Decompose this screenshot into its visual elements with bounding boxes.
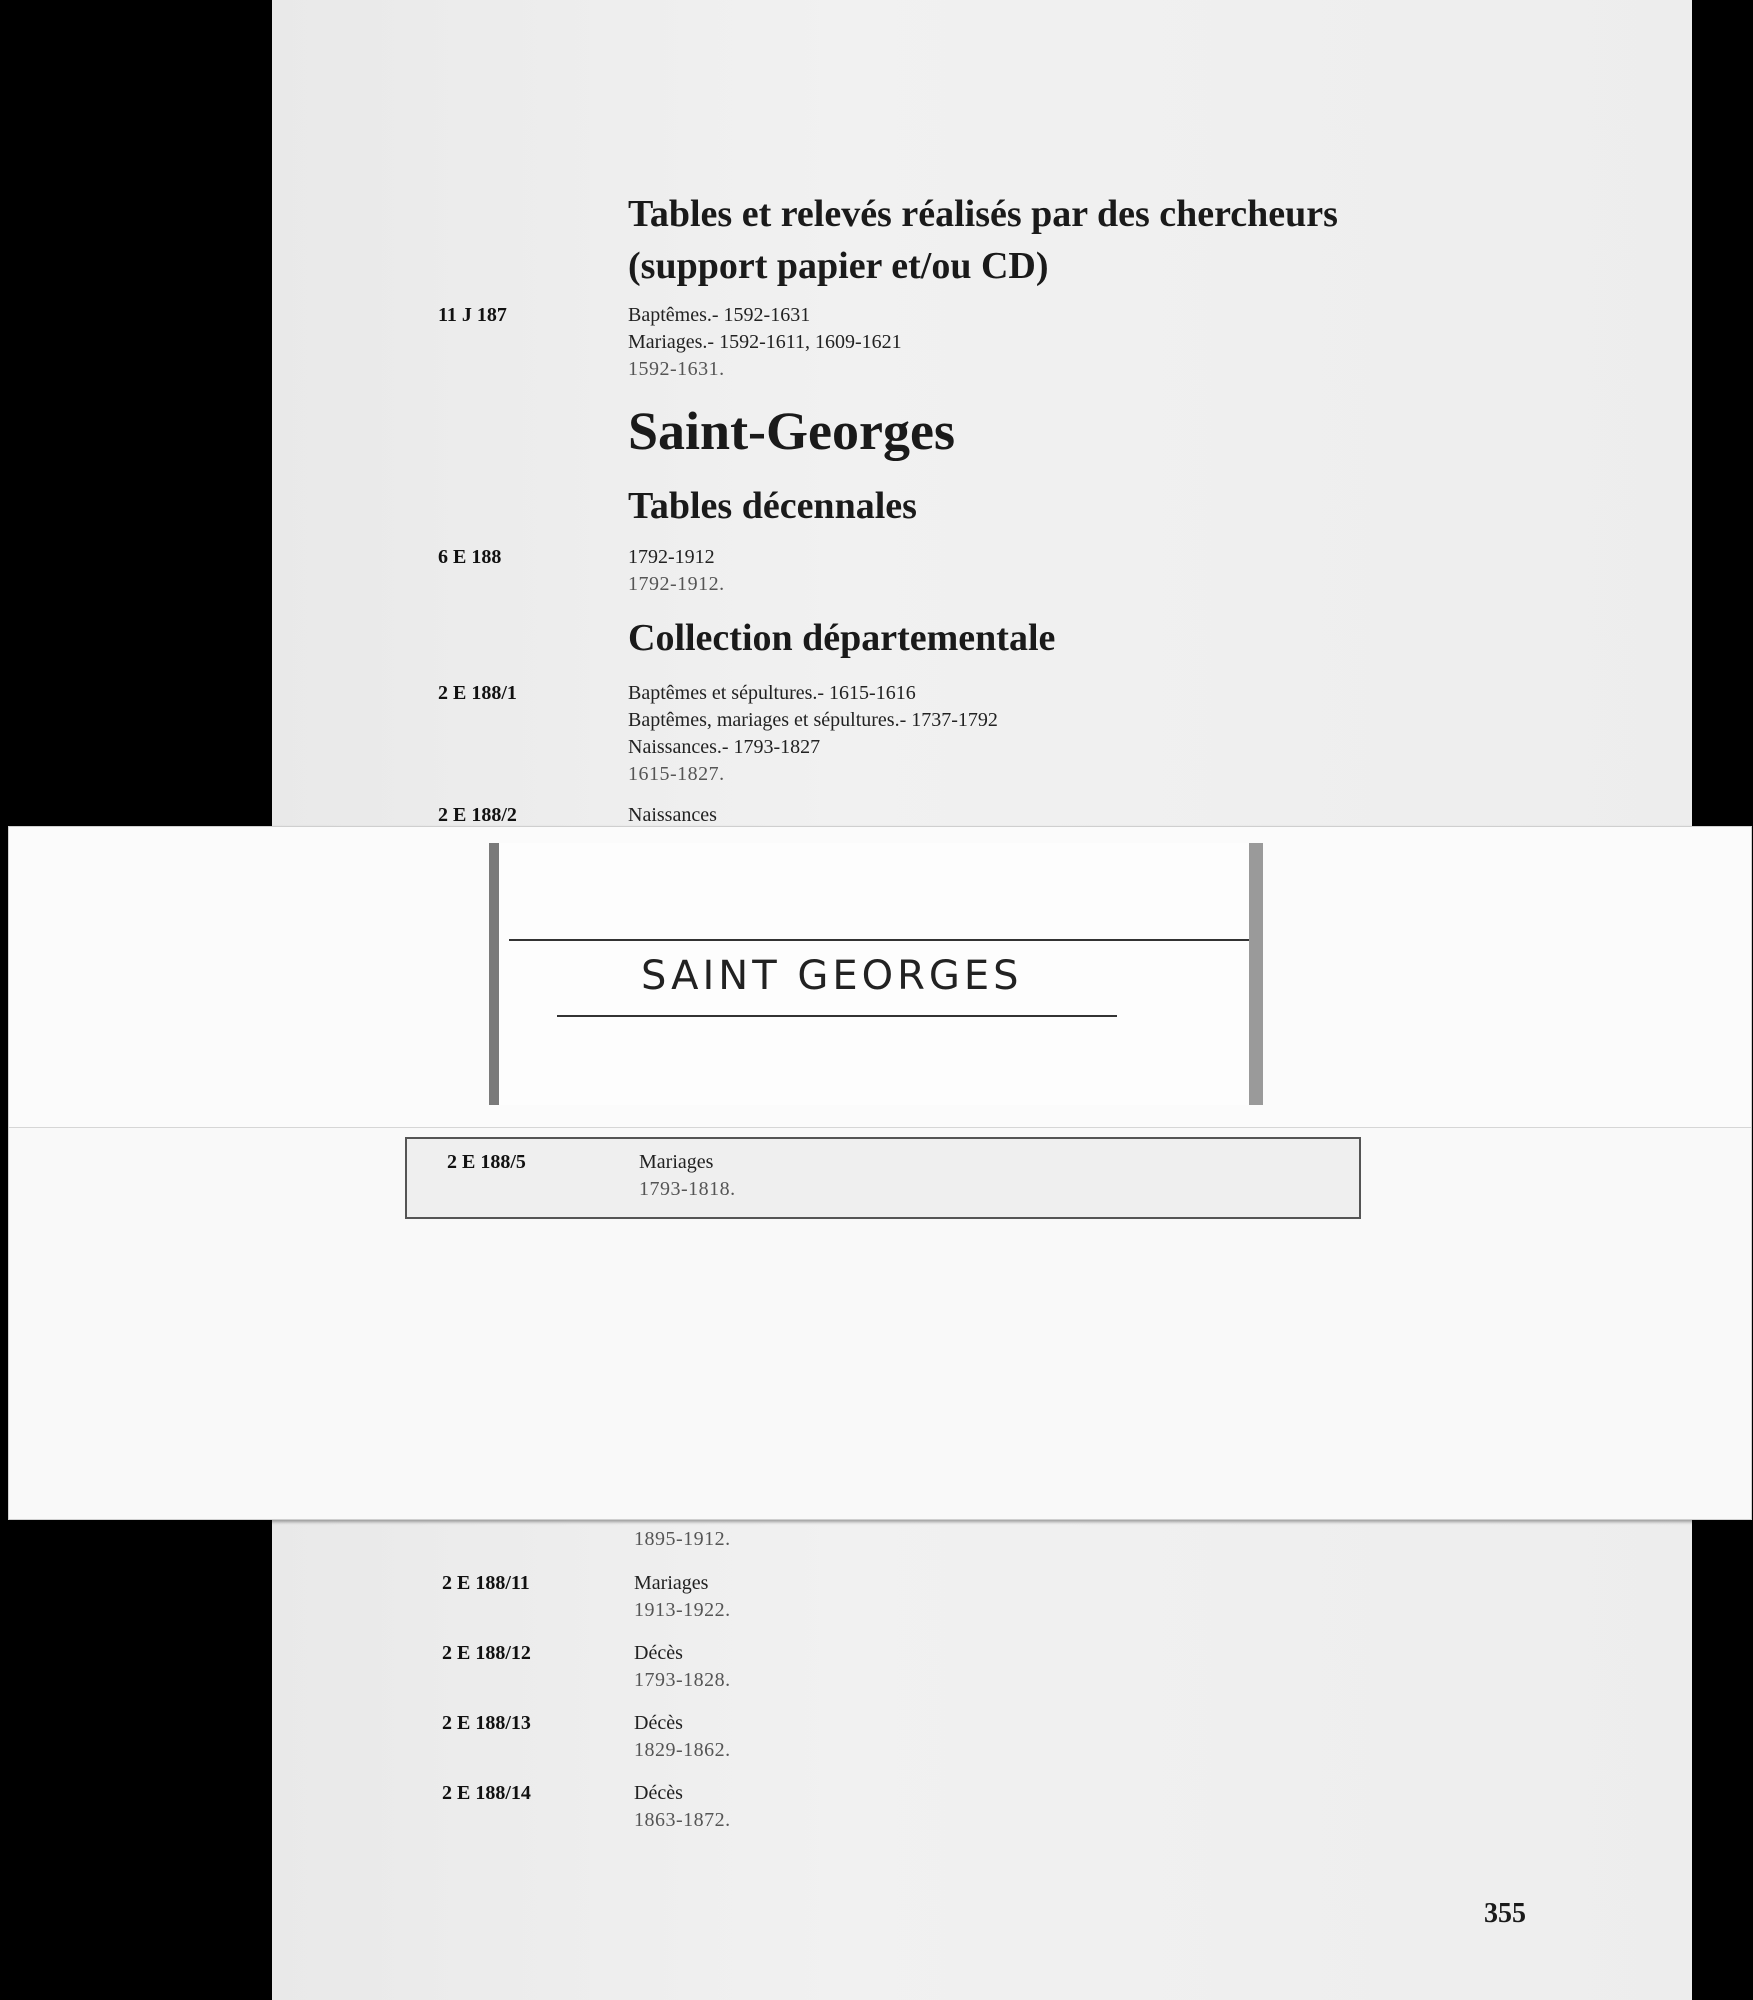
entry-2e188-13: [634, 1710, 731, 1764]
entry-dates: 1615-1827.: [628, 763, 725, 785]
entry-line: Baptêmes.- 1592-1631: [628, 304, 811, 326]
cote-6e188: 6 E 188: [438, 546, 502, 568]
entry-line: Baptêmes et sépultures.- 1615-1616: [628, 682, 916, 704]
entry-line: Mariages: [634, 1572, 709, 1594]
entry-dates: 1793-1828.: [634, 1669, 731, 1691]
entry-partial: [634, 1526, 731, 1553]
entry-2e188-11: [634, 1570, 731, 1624]
entry-dates: 1793-1818.: [639, 1178, 736, 1200]
flap-band: [9, 827, 1751, 1128]
entry-line: Décès: [634, 1642, 683, 1664]
entry-2e188-5: [639, 1149, 736, 1203]
entry-2e188-1: [628, 680, 998, 788]
entry-dates: 1895-1912.: [634, 1528, 731, 1550]
section-heading-tables-decennales: Tables décennales: [628, 485, 917, 527]
cote-2e188-5: 2 E 188/5: [447, 1151, 526, 1173]
entry-line: Baptêmes, mariages et sépultures.- 1737-1792: [628, 709, 998, 731]
entry-dates: 1792-1912.: [628, 573, 725, 595]
entry-11j187: [628, 302, 902, 383]
entry-dates: 1592-1631.: [628, 358, 725, 380]
entry-2e188-14: [634, 1780, 731, 1834]
entry-dates: 1829-1862.: [634, 1739, 731, 1761]
section-heading-chercheurs-line1: Tables et relevés réalisés par des chercheurs: [628, 193, 1338, 235]
section-heading-chercheurs-line2: (support papier et/ou CD): [628, 245, 1049, 287]
cote-2e188-1: 2 E 188/1: [438, 682, 517, 704]
cote-2e188-12: 2 E 188/12: [442, 1642, 531, 1664]
folded-paper-flap: [8, 826, 1752, 1520]
section-heading-collection: Collection départementale: [628, 617, 1056, 659]
entry-line: Décès: [634, 1782, 683, 1804]
entry-line: 1792-1912: [628, 546, 715, 568]
entry-2e188-2: [628, 802, 717, 829]
cote-2e188-2: 2 E 188/2: [438, 804, 517, 826]
label-rule-bottom: [557, 1015, 1117, 1017]
handwritten-label: SAINT GEORGES: [641, 953, 1023, 999]
cote-11j187: 11 J 187: [438, 304, 507, 326]
entry-dates: 1913-1922.: [634, 1599, 731, 1621]
entry-2e188-12: [634, 1640, 731, 1694]
label-rule-top: [509, 939, 1249, 941]
entry-line: Naissances: [628, 804, 717, 826]
flap-entry-box: [405, 1137, 1361, 1219]
page-number: 355: [1484, 1898, 1526, 1929]
entry-line: Mariages.- 1592-1611, 1609-1621: [628, 331, 902, 353]
entry-line: Décès: [634, 1712, 683, 1734]
cote-2e188-14: 2 E 188/14: [442, 1782, 531, 1804]
cote-2e188-11: 2 E 188/11: [442, 1572, 530, 1594]
entry-line: Naissances.- 1793-1827: [628, 736, 821, 758]
entry-line: Mariages: [639, 1151, 714, 1173]
commune-title: Saint-Georges: [628, 401, 955, 461]
entry-6e188: [628, 544, 725, 598]
entry-dates: 1863-1872.: [634, 1809, 731, 1831]
cote-2e188-13: 2 E 188/13: [442, 1712, 531, 1734]
